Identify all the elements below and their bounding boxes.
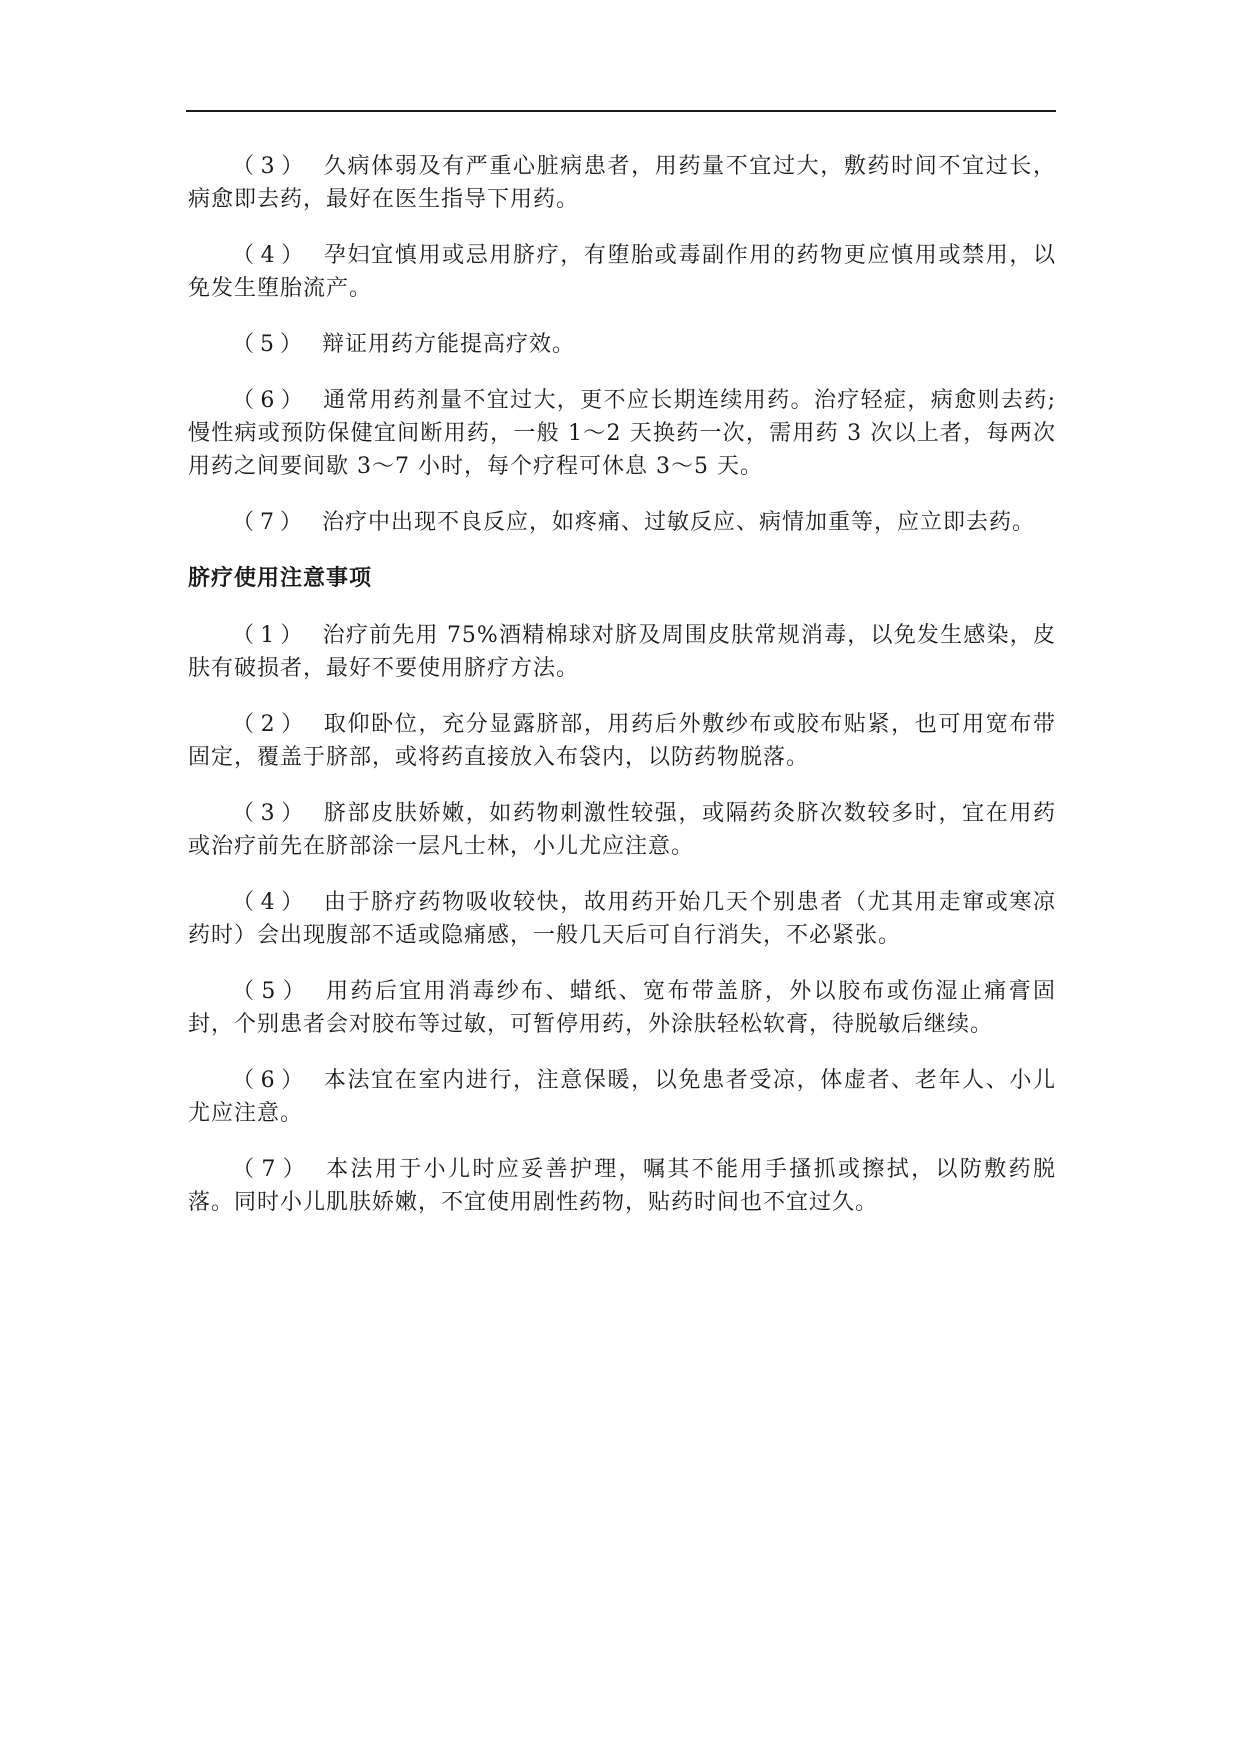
item-number: （2） bbox=[232, 712, 310, 737]
item-number: （5） bbox=[232, 979, 313, 1004]
item-number: （6） bbox=[232, 1068, 310, 1093]
item-text: 由于脐疗药物吸收较快，故用药开始几天个别患者（尤其用走窜或寒凉药时）会出现腹部不适或隐痛感，一般几天后可自行消失，不必紧张。 bbox=[188, 890, 1056, 948]
list-item bbox=[188, 619, 1056, 685]
list-item bbox=[188, 384, 1056, 483]
list-item bbox=[188, 708, 1056, 774]
item-text: 取仰卧位，充分显露脐部，用药后外敷纱布或胶布贴紧，也可用宽布带固定，覆盖于脐部，或将药直接放入布袋内，以防药物脱落。 bbox=[188, 712, 1056, 770]
item-number: （5） bbox=[232, 332, 308, 357]
item-text: 辩证用药方能提高疗效。 bbox=[322, 332, 576, 357]
item-number: （1） bbox=[232, 623, 309, 648]
item-number: （7） bbox=[232, 1157, 313, 1182]
item-number: （6） bbox=[232, 388, 310, 413]
item-number: （3） bbox=[232, 154, 310, 179]
list-item bbox=[188, 886, 1056, 952]
list-item bbox=[188, 1153, 1056, 1219]
list-item bbox=[188, 797, 1056, 863]
item-text: 脐部皮肤娇嫩，如药物刺激性较强，或隔药灸脐次数较多时，宜在用药或治疗前先在脐部涂一层凡士林，小儿尤应注意。 bbox=[188, 801, 1056, 859]
item-text: 本法宜在室内进行，注意保暖，以免患者受凉，体虚者、老年人、小儿尤应注意。 bbox=[188, 1068, 1056, 1126]
item-text: 孕妇宜慎用或忌用脐疗，有堕胎或毒副作用的药物更应慎用或禁用，以免发生堕胎流产。 bbox=[188, 243, 1056, 301]
list-item bbox=[188, 975, 1056, 1041]
item-number: （4） bbox=[232, 890, 310, 915]
item-text: 本法用于小儿时应妥善护理，嘱其不能用手搔抓或擦拭，以防敷药脱落。同时小儿肌肤娇嫩，不宜使用剧性药物，贴药时间也不宜过久。 bbox=[188, 1157, 1056, 1215]
list-item bbox=[188, 506, 1056, 539]
document-body bbox=[188, 150, 1056, 1242]
list-item bbox=[188, 150, 1056, 216]
item-text: 久病体弱及有严重心脏病患者，用药量不宜过大，敷药时间不宜过长，病愈即去药，最好在医生指导下用药。 bbox=[188, 154, 1056, 212]
item-text: 治疗中出现不良反应，如疼痛、过敏反应、病情加重等，应立即去药。 bbox=[322, 510, 1036, 535]
section-heading: 脐疗使用注意事项 bbox=[188, 566, 373, 591]
list-item bbox=[188, 328, 1056, 361]
item-number: （3） bbox=[232, 801, 310, 826]
item-text: 用药后宜用消毒纱布、蜡纸、宽布带盖脐，外以胶布或伤湿止痛膏固封，个别患者会对胶布等过敏，可暂停用药，外涂肤轻松软膏，待脱敏后继续。 bbox=[188, 979, 1056, 1037]
item-text: 通常用药剂量不宜过大，更不应长期连续用药。治疗轻症，病愈则去药; 慢性病或预防保健宜间断用药，一般 1～2 天换药一次，需用药 3 次以上者，每两次用药之间要间歇 3～7 小时，每个疗程可休息 3～5 天。 bbox=[188, 388, 1056, 479]
list-item bbox=[188, 1064, 1056, 1130]
list-item bbox=[188, 239, 1056, 305]
item-number: （4） bbox=[232, 243, 310, 268]
item-number: （7） bbox=[232, 510, 308, 535]
item-text: 治疗前先用 75%酒精棉球对脐及周围皮肤常规消毒，以免发生感染，皮肤有破损者，最好不要使用脐疗方法。 bbox=[188, 623, 1056, 681]
header-rule bbox=[186, 110, 1056, 112]
